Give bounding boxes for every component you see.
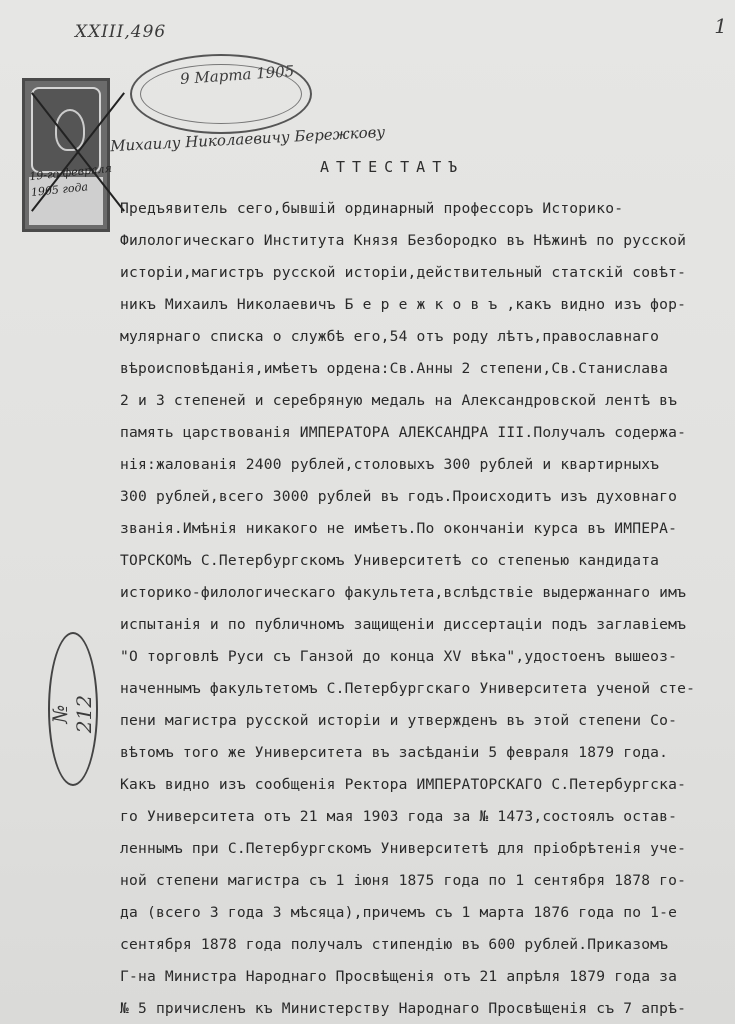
body-line: ной степени магистра съ 1 іюня 1875 года по 1 сентября 1878 го- bbox=[120, 872, 687, 889]
body-line: нія:жалованія 2400 рублей,столовыхъ 300 рублей и квартирныхъ bbox=[120, 456, 660, 473]
body-line: Филологическаго Института Князя Безбородко въ Нѣжинѣ по русской bbox=[120, 232, 687, 249]
recipient-name: Михаилу Николаевичу Бережкову bbox=[109, 122, 386, 156]
body-line: Какъ видно изъ сообщенія Ректора ИМПЕРАТОРСКАГО С.Петербургска- bbox=[120, 776, 687, 793]
body-line: № 5 причисленъ къ Министерству Народнаго Просвѣщенія съ 7 апрѣ- bbox=[120, 1000, 687, 1017]
page-number: 1 bbox=[714, 14, 727, 38]
body-line: "О торговлѣ Руси съ Ганзой до конца XV вѣка",удостоенъ вышеоз- bbox=[120, 648, 678, 665]
body-line: 2 и 3 степеней и серебряную медаль на Александровской лентѣ въ bbox=[120, 392, 678, 409]
body-line: 300 рублей,всего 3000 рублей въ годъ.Происходитъ изъ духовнаго bbox=[120, 488, 678, 505]
body-line: да (всего 3 года 3 мѣсяца),причемъ съ 1 марта 1876 года по 1-е bbox=[120, 904, 678, 921]
body-line: вѣроисповѣданія,имѣетъ ордена:Св.Анны 2 степени,Св.Станислава bbox=[120, 360, 669, 377]
body-line: историко-филологическаго факультета,вслѣдствіе выдержаннаго имъ bbox=[120, 584, 687, 601]
body-line: Предъявитель сего,бывшій ординарный профессоръ Историко- bbox=[120, 200, 624, 217]
body-line: никъ Михаилъ Николаевичъ Б е р е ж к о в ъ ,какъ видно изъ фор- bbox=[120, 296, 687, 313]
body-line: мулярнаго списка о службѣ его,54 отъ роду лѣтъ,православнаго bbox=[120, 328, 660, 345]
seal-date: 9 Марта 1905 bbox=[179, 62, 295, 88]
body-line: память царствованія ИМПЕРАТОРА АЛЕКСАНДРА III.Получалъ содержа- bbox=[120, 424, 687, 441]
registration-number: № 212 bbox=[48, 694, 96, 734]
stamp-cancel-date: 19-го февраля 1905 года bbox=[28, 161, 113, 200]
body-line: пени магистра русской исторіи и утвержденъ въ этой степени Со- bbox=[120, 712, 678, 729]
body-line: званія.Имѣнія никакого не имѣетъ.По окончаніи курса въ ИМПЕРА- bbox=[120, 520, 678, 537]
body-line: сентября 1878 года получалъ стипендію въ 600 рублей.Приказомъ bbox=[120, 936, 669, 953]
body-line: испытанія и по публичномъ защищеніи диссертаціи подъ заглавіемъ bbox=[120, 616, 687, 633]
body-line: го Университета отъ 21 мая 1903 года за № 1473,состоялъ остав- bbox=[120, 808, 678, 825]
body-line: леннымъ при С.Петербургскомъ Университетѣ для пріобрѣтенія уче- bbox=[120, 840, 687, 857]
body-line: вѣтомъ того же Университета въ засѣданіи 5 февраля 1879 года. bbox=[120, 744, 669, 761]
body-line: ТОРСКОМъ С.Петербургскомъ Университетѣ со степенью кандидата bbox=[120, 552, 660, 569]
stamp-frame bbox=[31, 87, 101, 173]
body-line: исторіи,магистръ русской исторіи,действительный статскій совѣт- bbox=[120, 264, 687, 281]
body-line: наченнымъ факультетомъ С.Петербургскаго Университета ученой сте- bbox=[120, 680, 696, 697]
archive-number: XXIII,496 bbox=[75, 22, 167, 42]
document-title: АТТЕСТАТЪ bbox=[320, 158, 465, 176]
body-line: Г-на Министра Народнаго Просвѣщенія отъ 21 апрѣля 1879 года за bbox=[120, 968, 678, 985]
revenue-stamp bbox=[22, 78, 110, 232]
